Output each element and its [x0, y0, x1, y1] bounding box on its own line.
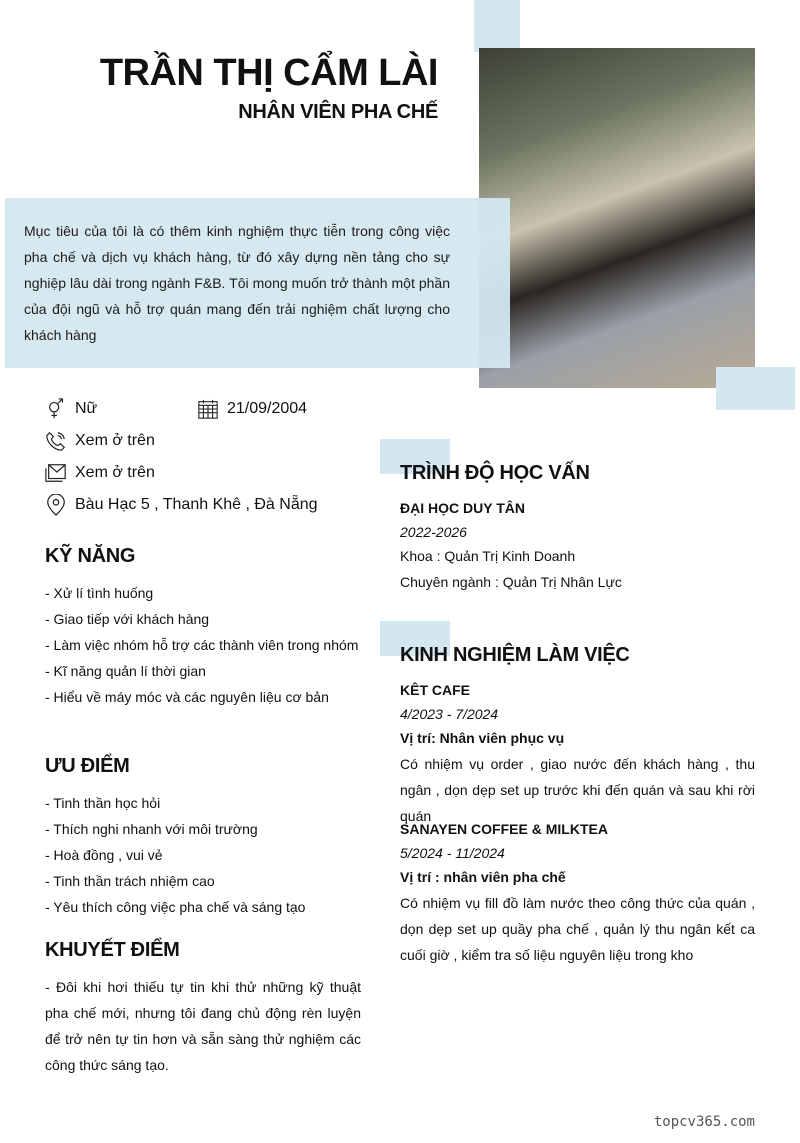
phone-row: [45, 430, 155, 452]
birthday-row: [197, 398, 307, 420]
weaknesses-heading: KHUYẾT ĐIỂM: [45, 939, 180, 961]
education-period: 2022-2026: [400, 524, 467, 540]
profile-photo: [479, 48, 755, 388]
job-period: 5/2024 - 11/2024: [400, 845, 505, 861]
strength-item: - Thích nghi nhanh với môi trường: [45, 821, 258, 837]
education-heading: TRÌNH ĐỘ HỌC VẤN: [400, 462, 590, 484]
email-row: [45, 462, 155, 484]
job-position: Vị trí: Nhân viên phục vụ: [400, 730, 565, 746]
job-company: SANAYEN COFFEE & MILKTEA: [400, 821, 608, 837]
birthday-value: 21/09/2004: [227, 400, 308, 417]
job-entry: [400, 816, 755, 968]
footer-watermark: topcv365.com: [653, 1114, 755, 1130]
school-name: ĐẠI HỌC DUY TÂN: [400, 500, 525, 516]
skill-item: - Kĩ năng quản lí thời gian: [45, 663, 206, 679]
calendar-icon: [197, 398, 219, 420]
job-description: Có nhiệm vụ fill đồ làm nước theo công thức của quán , dọn dẹp set up quầy pha chế , quản lý thu ngân kết ca cuối giờ , kiểm tra số liệu nguyên liệu trong kho: [400, 895, 755, 963]
job-position: Vị trí : nhân viên pha chế: [400, 869, 566, 885]
skills-list: [45, 580, 365, 710]
job-entry: [400, 677, 755, 829]
phone-value: Xem ở trên: [75, 432, 155, 449]
job-description: Có nhiệm vụ order , giao nước đến khách hàng , thu ngân , dọn dẹp set up trước khi đến quán và sau khi rời quán: [400, 756, 755, 824]
location-pin-icon: [45, 494, 67, 516]
weaknesses-text: - Đôi khi hơi thiếu tự tin khi thử những kỹ thuật pha chế mới, nhưng tôi đang chủ động rèn luyện để trở nên tự tin hơn và sẵn sàng thử nghiệm các công thức sáng tạo.: [45, 979, 361, 1073]
skill-item: - Hiểu về máy móc và các nguyên liệu cơ bản: [45, 689, 329, 705]
address-row: [45, 494, 318, 516]
career-objective: Mục tiêu của tôi là có thêm kinh nghiệm thực tiễn trong công việc pha chế và dịch vụ khách hàng, từ đó xây dựng nền tảng cho sự nghiệp lâu dài trong ngành F&B. Tôi mong muốn trở thành một phần của đội ngũ và hỗ trợ quán mang đến trải nghiệm chất lượng cho khách hàng: [5, 198, 510, 368]
address-value: Bàu Hạc 5 , Thanh Khê , Đà Nẵng: [75, 496, 318, 513]
strength-item: - Tinh thần học hỏi: [45, 795, 161, 811]
strength-item: - Tinh thần trách nhiệm cao: [45, 873, 215, 889]
candidate-name: TRẦN THỊ CẨM LÀI: [99, 52, 438, 94]
education-major: Chuyên ngành : Quản Trị Nhân Lực: [400, 574, 622, 590]
strengths-list: [45, 790, 365, 920]
strength-item: - Hoà đồng , vui vẻ: [45, 847, 163, 863]
skill-item: - Giao tiếp với khách hàng: [45, 611, 210, 627]
email-value: Xem ở trên: [75, 464, 155, 481]
gender-row: [45, 398, 97, 420]
strength-item: - Yêu thích công việc pha chế và sáng tạo: [45, 899, 306, 915]
gender-value: Nữ: [75, 400, 98, 417]
skills-heading: KỸ NĂNG: [45, 545, 136, 567]
education-faculty: Khoa : Quản Trị Kinh Doanh: [400, 548, 576, 564]
job-company: KÊT CAFE: [400, 682, 470, 698]
skill-item: - Xử lí tình huống: [45, 585, 154, 601]
skill-item: - Làm việc nhóm hỗ trợ các thành viên trong nhóm: [45, 637, 359, 653]
phone-icon: [45, 430, 67, 452]
education-block: [400, 495, 760, 595]
candidate-role: NHÂN VIÊN PHA CHẾ: [238, 101, 438, 123]
decor-square-top: [474, 0, 520, 52]
experience-heading: KINH NGHIỆM LÀM VIỆC: [400, 644, 630, 666]
job-period: 4/2023 - 7/2024: [400, 706, 499, 722]
decor-square-photo: [716, 367, 795, 410]
gender-icon: [45, 398, 67, 420]
strengths-heading: ƯU ĐIỂM: [45, 755, 130, 777]
email-icon: [45, 462, 67, 484]
